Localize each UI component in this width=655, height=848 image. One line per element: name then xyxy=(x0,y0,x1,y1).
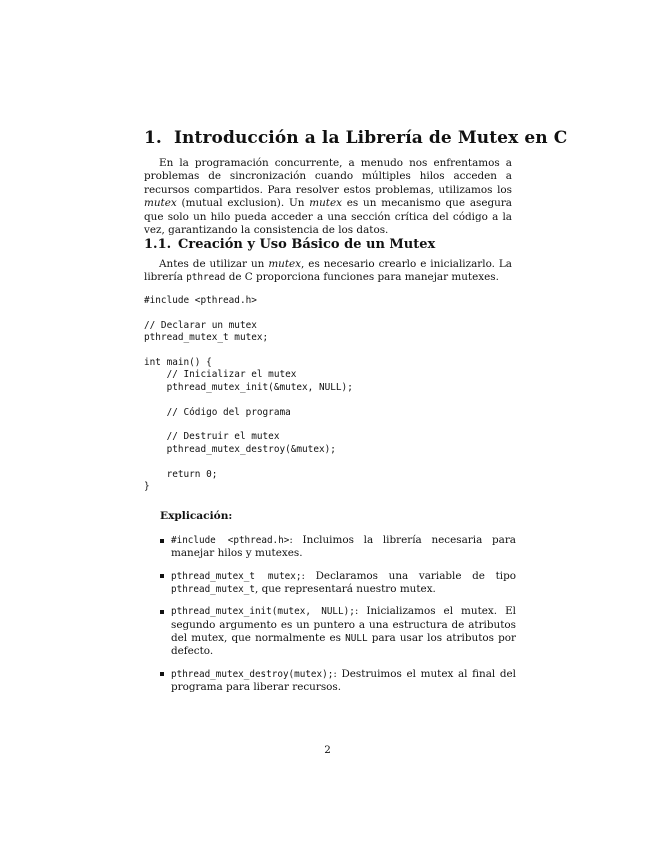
intro-text-3: es un mecanismo que asegura que solo un hilo pueda acceder a una sección crítica del código a la vez, garantizando la consistencia de los datos. xyxy=(144,197,513,237)
intro-mutex-term: mutex xyxy=(144,197,177,210)
item-text: : Destruimos el mutex al final del programa para liberar recursos. xyxy=(171,667,516,694)
subsection-title-text: Creación y Uso Básico de un Mutex xyxy=(178,237,436,252)
subsection-paragraph xyxy=(144,258,512,285)
bullet-icon xyxy=(160,672,164,676)
section-number: 1. xyxy=(144,128,162,148)
subsection-title xyxy=(144,237,435,252)
list-item xyxy=(160,534,516,561)
intro-text-1: En la programación concurrente, a menudo nos enfrentamos a problemas de sincronización cuando múltiples hilos acceden a recursos compartidos. Para resolver estos problemas, utilizamos los xyxy=(144,157,512,196)
sub-text-2: , es necesario crearlo e inicializarlo. La librería xyxy=(144,258,512,284)
list-item xyxy=(160,570,516,597)
intro-paragraph xyxy=(144,157,512,237)
item-code: #include <pthread.h> xyxy=(171,535,290,546)
page-number: 2 xyxy=(324,744,331,756)
sub-text-3: de C proporciona funciones para manejar mutexes. xyxy=(225,271,499,284)
section-title xyxy=(144,128,567,148)
explanation-list xyxy=(160,534,516,703)
bullet-icon xyxy=(160,574,164,578)
item-text-tail: para usar los atributos por defecto. xyxy=(171,632,517,658)
sub-pthread-term: pthread xyxy=(186,272,226,284)
bullet-icon xyxy=(160,610,164,614)
list-item xyxy=(160,668,516,695)
intro-text-2: (mutual exclusion). Un xyxy=(176,197,310,210)
item-text-tail: , que representará nuestro mutex. xyxy=(254,583,436,596)
subsection-number: 1.1. xyxy=(144,237,172,252)
list-item xyxy=(160,605,516,659)
sub-text-1: Antes de utilizar un xyxy=(159,258,269,270)
explanation-heading: Explicación: xyxy=(160,510,233,522)
item-code: pthread_mutex_init(mutex, NULL); xyxy=(171,606,355,618)
sub-mutex-term: mutex xyxy=(268,258,302,270)
item-text: : Incluimos la librería necesaria para manejar hilos y mutexes. xyxy=(171,534,516,560)
item-text: : Inicializamos el mutex. El segundo argumento es un puntero a una estructura de atributos del mutex, que normalmente es xyxy=(171,605,516,645)
intro-mutex-term-2: mutex xyxy=(309,197,342,210)
section-title-text: Introducción a la Librería de Mutex en C xyxy=(174,128,568,148)
item-null-term: NULL xyxy=(345,633,368,645)
item-type-term: pthread_mutex_t xyxy=(171,584,255,596)
code-block: #include <pthread.h> // Declarar un mutex pthread_mutex_t mutex; int main() { // Inicializar el mutex pthread_mutex_init(&mutex, NULL); // Código del programa // Destruir el mutex pthread_mutex_destroy(&mutex); return 0; } xyxy=(144,295,353,493)
item-code: pthread_mutex_destroy(mutex); xyxy=(171,668,334,680)
item-text: : Declaramos una variable de tipo xyxy=(301,569,516,582)
item-code: pthread_mutex_t mutex; xyxy=(171,570,302,582)
bullet-icon xyxy=(160,539,164,543)
